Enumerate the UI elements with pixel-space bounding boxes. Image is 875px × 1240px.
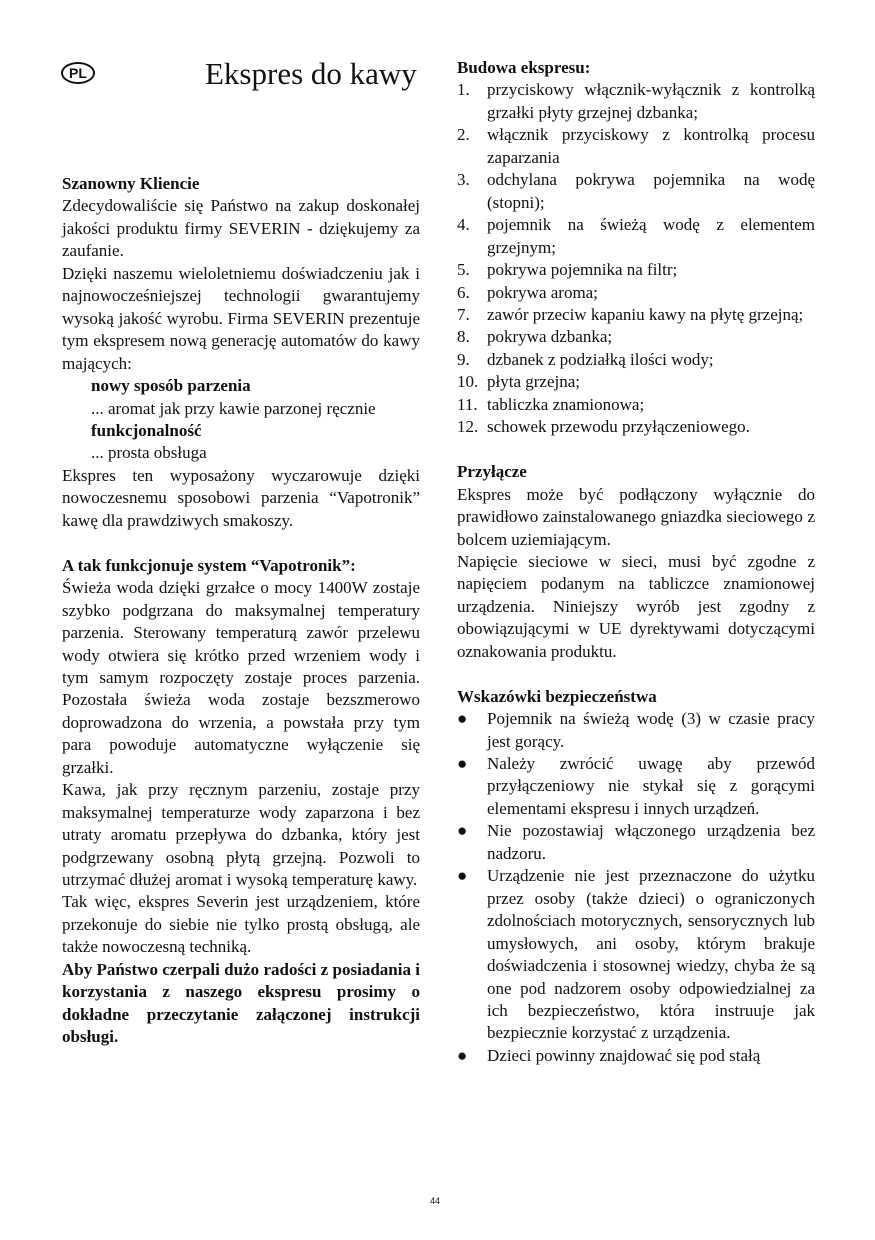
item-text: Pojemnik na świeżą wodę (3) w czasie pracy jest gorący. xyxy=(487,709,815,751)
parts-list-item xyxy=(457,124,815,169)
item-text: Urządzenie nie jest przeznaczone do użytku przez osoby (także dzieci) o ograniczonych zdolnościach motorycznych, sensorycznych lub umysłowych, ani osoby, którym brakuje doświadczenia i stosownej wiedzy, chyba że są one pod nadzorem osoby odpowiedzialnej za ich bezpieczeństwo, która instruuje jak bezpiecznie korzystać z urządzenia. xyxy=(487,866,815,1043)
parts-list-item xyxy=(457,326,815,348)
item-text: włącznik przyciskowy z kontrolką procesu zaparzania xyxy=(487,125,815,167)
bullet-icon: ● xyxy=(457,1045,468,1065)
item-text: Dzieci powinny znajdować się pod stałą xyxy=(487,1045,761,1065)
item-text: pokrywa dzbanka; xyxy=(487,327,613,347)
feature-text: ... aromat jak przy kawie parzonej ręcznie xyxy=(91,398,376,418)
feature-title: nowy sposób parzenia xyxy=(91,376,251,396)
item-number: 10. xyxy=(457,372,479,392)
parts-list xyxy=(457,79,815,438)
parts-list-item xyxy=(457,416,815,438)
right-column xyxy=(457,57,815,1067)
item-text: pokrywa aroma; xyxy=(487,282,598,302)
safety-list-item xyxy=(457,753,815,820)
item-number: 9. xyxy=(457,349,470,369)
intro-paragraph: Zdecydowaliście się Państwo na zakup doskonałej jakości produktu firmy SEVERIN - dziękujemy za zaufanie. xyxy=(62,196,420,261)
item-text: schowek przewodu przyłączeniowego. xyxy=(487,417,750,437)
coffee-paragraph: Kawa, jak przy ręcznym parzeniu, zostaje przy maksymalnej temperaturze wody zaparzona i bez utraty aromatu przepływa do dzbanka, który jest podgrzewany osobną płytą grzejną. Pozwoli to utrzymać dłużej aromat i wysoką temperaturę kawy. xyxy=(62,780,420,890)
feature-text: ... prosta obsługa xyxy=(91,443,207,463)
item-text: zawór przeciw kapaniu kawy na płytę grzejną; xyxy=(487,304,804,324)
item-number: 1. xyxy=(457,80,470,100)
bullet-icon: ● xyxy=(457,821,468,841)
item-text: przyciskowy włącznik-wyłącznik z kontrolką grzałki płyty grzejnej dzbanka; xyxy=(487,80,815,122)
item-text: Nie pozostawiaj włączonego urządzenia bez nadzoru. xyxy=(487,821,815,863)
left-column xyxy=(62,173,420,1049)
parts-list-item xyxy=(457,304,815,326)
item-text: pojemnik na świeżą wodę z elementem grzejnym; xyxy=(487,215,815,257)
bullet-icon: ● xyxy=(457,709,468,729)
item-number: 3. xyxy=(457,170,470,190)
language-badge: PL xyxy=(61,62,95,84)
feature-title: funkcjonalność xyxy=(91,420,202,440)
parts-list-item xyxy=(457,282,815,304)
page-number: 44 xyxy=(430,1196,441,1206)
page-title: Ekspres do kawy xyxy=(205,56,417,91)
item-text: pokrywa pojemnika na filtr; xyxy=(487,260,678,280)
greeting-heading: Szanowny Kliencie xyxy=(62,174,200,193)
item-text: Należy zwrócić uwagę aby przewód przyłączeniowy nie stykał się z gorącymi elementami ekspresu i innych urządzeń. xyxy=(487,754,815,818)
item-number: 12. xyxy=(457,417,479,437)
bullet-icon: ● xyxy=(457,754,468,774)
safety-heading: Wskazówki bezpieczeństwa xyxy=(457,686,657,706)
parts-list-item xyxy=(457,394,815,416)
item-text: odchylana pokrywa pojemnika na wodę (stopni); xyxy=(487,170,815,212)
parts-list-item xyxy=(457,79,815,124)
safety-list-item xyxy=(457,1045,815,1067)
item-number: 5. xyxy=(457,260,470,280)
system-heading: A tak funkcjonuje system “Vapotronik”: xyxy=(62,555,356,575)
connection-heading: Przyłącze xyxy=(457,462,527,482)
safety-list-item xyxy=(457,820,815,865)
parts-list-item xyxy=(457,214,815,259)
safety-list-item xyxy=(457,708,815,753)
safety-list xyxy=(457,708,815,1067)
item-number: 8. xyxy=(457,327,470,347)
item-number: 4. xyxy=(457,215,470,235)
summary-paragraph: Tak więc, ekspres Severin jest urządzeniem, które przekonuje do siebie nie tylko prostą obsługą, ale także nowoczesną techniką. xyxy=(62,892,420,957)
parts-list-item xyxy=(457,371,815,393)
connection-paragraph: Ekspres może być podłączony wyłącznie do prawidłowo zainstalowanego gniazdka sieciowego z bolcem uziemiającym. xyxy=(457,484,815,549)
voltage-paragraph: Napięcie sieciowe w sieci, musi być zgodne z napięciem podanym na tabliczce znamionowej urządzenia. Niniejszy wyrób jest zgodny z obowiązującymi w UE dyrektywami dotyczącymi oznakowania produktu. xyxy=(457,551,815,661)
item-text: tabliczka znamionowa; xyxy=(487,394,645,414)
item-number: 11. xyxy=(457,394,478,414)
item-number: 2. xyxy=(457,125,470,145)
parts-list-item xyxy=(457,349,815,371)
item-number: 6. xyxy=(457,282,470,302)
instructions-note: Aby Państwo czerpali dużo radości z posiadania i korzystania z naszego ekspresu prosimy o dokładne przeczytanie załączonej instrukcji obsługi. xyxy=(62,959,420,1047)
build-heading: Budowa ekspresu: xyxy=(457,58,591,77)
system-paragraph: Świeża woda dzięki grzałce o mocy 1400W zostaje szybko podgrzana do maksymalnej temperatury parzenia. Sterowany temperaturą zawór przelewu wody otwiera się krótko przed wrzeniem wody i tym samym rozpoczęty zostaje proces parzenia. Pozostała świeża woda zostaje bezszmerowo doprowadzona do wrzenia, a powstała przy tym para powoduje automatyczne wyłączenie się grzałki. xyxy=(62,578,420,777)
bullet-icon: ● xyxy=(457,866,468,886)
vapotronik-paragraph: Ekspres ten wyposażony wyczarowuje dzięki nowoczesnemu sposobowi parzenia “Vapotronik” kawę dla prawdziwych smakoszy. xyxy=(62,465,420,530)
item-text: dzbanek z podziałką ilości wody; xyxy=(487,349,714,369)
experience-paragraph: Dzięki naszemu wieloletniemu doświadczeniu jak i najnowocześniejszej technologii gwarantujemy wysoką jakość wyrobu. Firma SEVERIN prezentuje tym ekspresem nową generację automatów do kawy mających: xyxy=(62,263,420,373)
item-number: 7. xyxy=(457,304,470,324)
parts-list-item xyxy=(457,169,815,214)
safety-list-item xyxy=(457,865,815,1045)
item-text: płyta grzejna; xyxy=(487,372,580,392)
parts-list-item xyxy=(457,259,815,281)
